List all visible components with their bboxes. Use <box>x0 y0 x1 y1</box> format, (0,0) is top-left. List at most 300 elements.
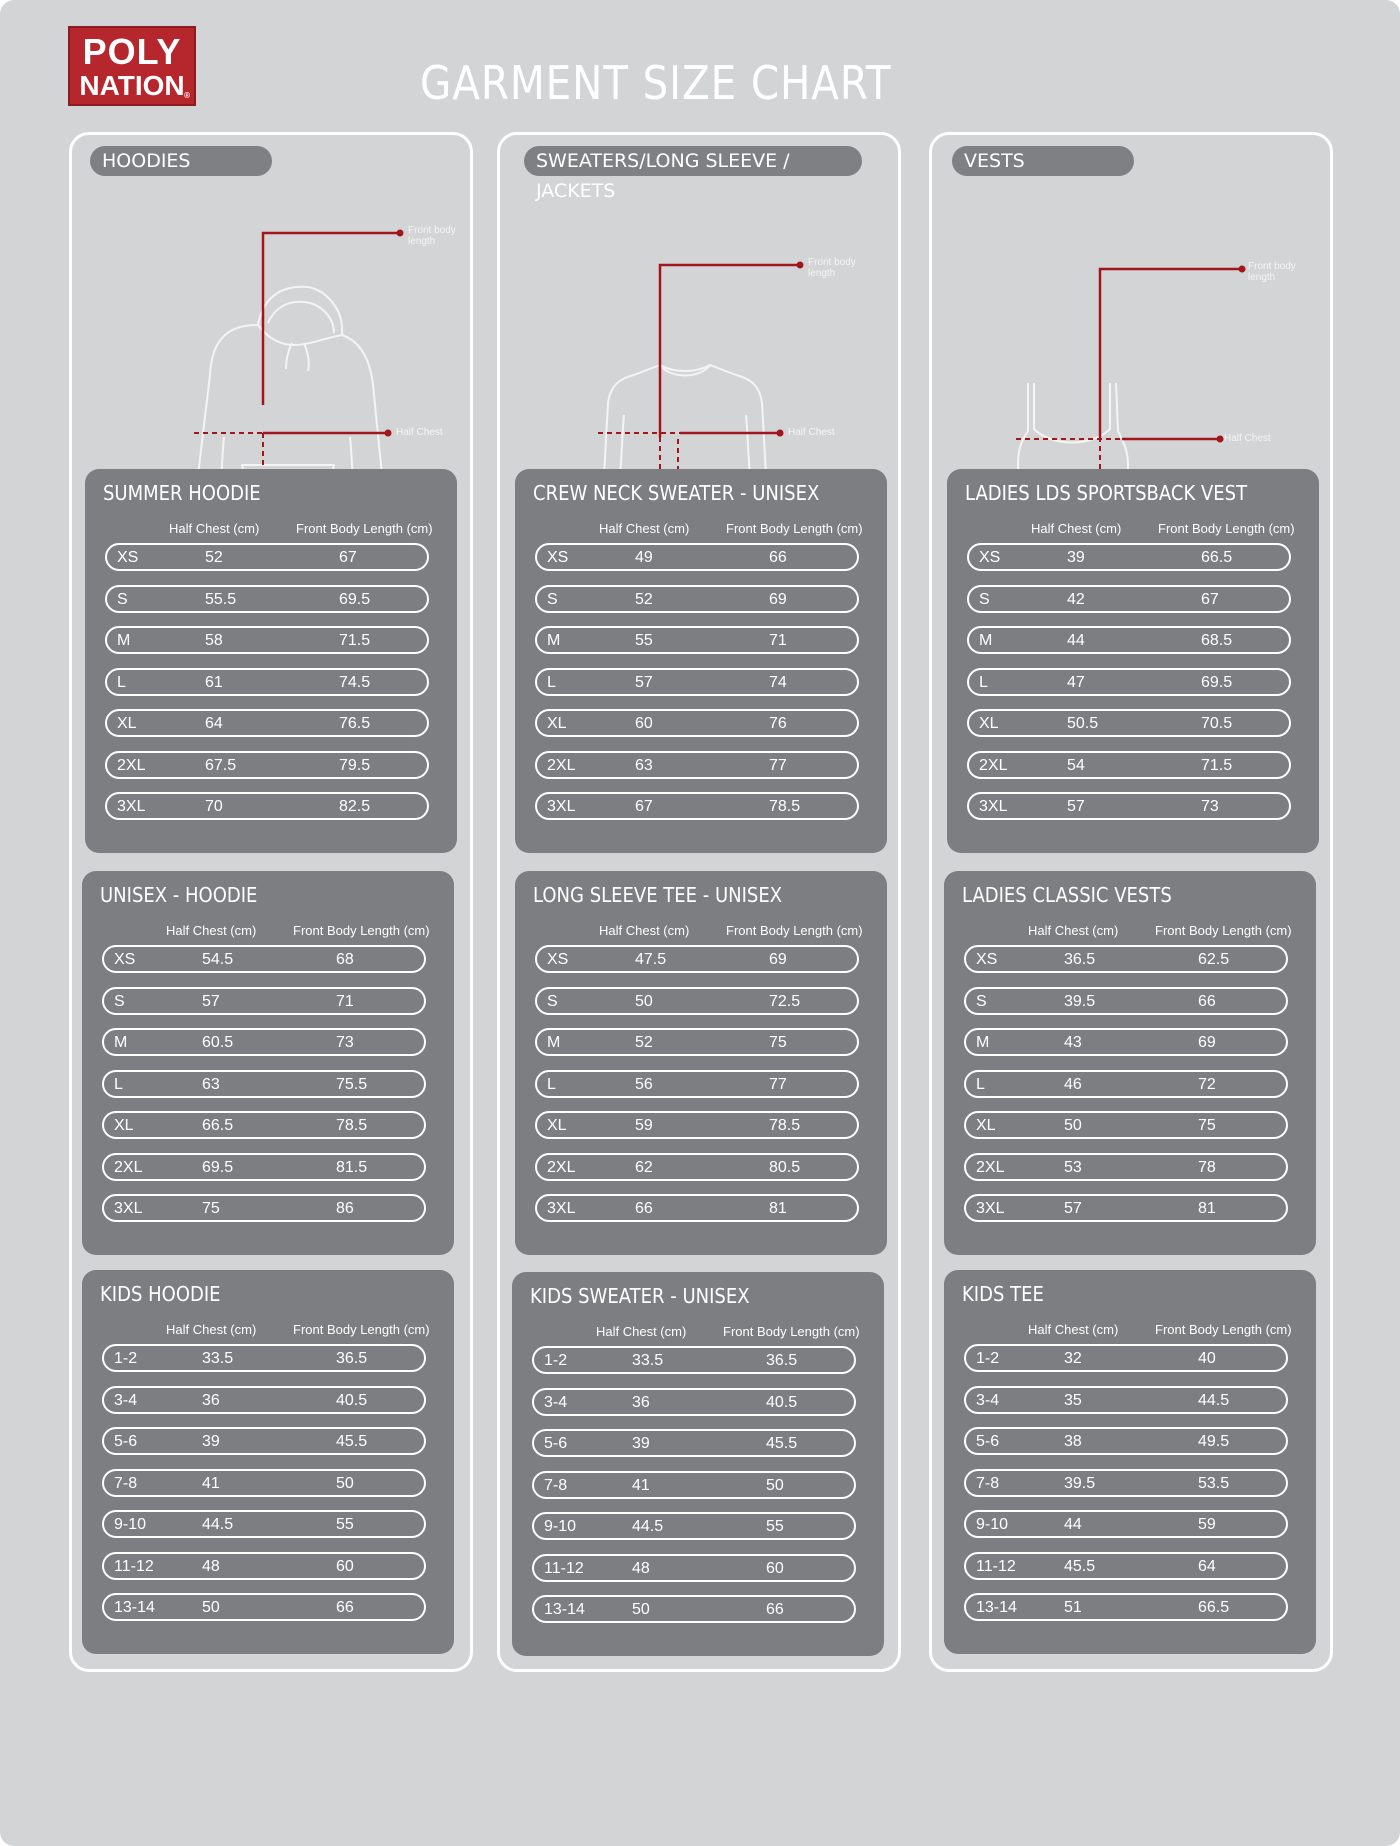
half-chest-cell: 44 <box>1064 1516 1082 1533</box>
size-cell: 5-6 <box>544 1435 568 1452</box>
table-row <box>532 1512 856 1540</box>
callout-half-chest: Half Chest <box>1224 433 1271 444</box>
size-table-ladies-classic-vests <box>944 871 1316 1255</box>
front-body-length-cell: 81.5 <box>336 1158 368 1176</box>
size-cell: L <box>547 673 556 691</box>
half-chest-cell: 47 <box>1067 673 1085 691</box>
size-table-kids-sweater <box>512 1272 884 1656</box>
size-cell: 3XL <box>114 1200 143 1217</box>
half-chest-cell: 44.5 <box>632 1518 664 1535</box>
half-chest-cell: 49 <box>635 549 653 566</box>
table-row <box>967 585 1291 613</box>
size-cell: 2XL <box>114 1158 143 1176</box>
column-label: HOODIES <box>90 146 272 176</box>
half-chest-cell: 57 <box>635 673 653 691</box>
half-chest-cell: 33.5 <box>202 1350 234 1367</box>
size-table-long-sleeve-tee <box>515 871 887 1255</box>
front-body-length-cell: 76.5 <box>339 715 371 732</box>
column-label: VESTS <box>952 146 1134 176</box>
front-body-length-cell: 55 <box>766 1518 784 1535</box>
half-chest-cell: 52 <box>635 590 653 608</box>
half-chest-cell: 55.5 <box>205 590 237 608</box>
table-rows <box>105 543 429 834</box>
table-row <box>964 945 1288 973</box>
table-row <box>535 543 859 571</box>
table-row <box>964 1386 1288 1414</box>
front-body-length-cell: 50 <box>336 1474 354 1492</box>
size-cell: 2XL <box>117 756 146 774</box>
table-row <box>964 1111 1288 1139</box>
size-cell: S <box>117 590 128 608</box>
column-hoodies <box>69 132 473 1672</box>
table-row <box>964 1194 1288 1222</box>
header-front-body-length: Front Body Length (cm) <box>723 1324 860 1339</box>
size-cell: M <box>547 1034 561 1051</box>
half-chest-cell: 48 <box>632 1559 650 1577</box>
callout-front-body-length: Front body length <box>1248 261 1296 283</box>
table-row <box>535 987 859 1015</box>
front-body-length-cell: 70.5 <box>1201 715 1233 732</box>
header-front-body-length: Front Body Length (cm) <box>1158 521 1295 536</box>
table-row <box>532 1346 856 1374</box>
table-title: KIDS SWEATER - UNISEX <box>530 1284 750 1308</box>
front-body-length-cell: 62.5 <box>1198 951 1230 968</box>
size-cell: 3-4 <box>114 1391 138 1409</box>
front-body-length-cell: 59 <box>1198 1516 1216 1533</box>
half-chest-cell: 47.5 <box>635 951 667 968</box>
size-cell: 11-12 <box>114 1557 154 1575</box>
table-row <box>102 987 426 1015</box>
front-body-length-cell: 66 <box>769 549 787 566</box>
table-row <box>102 1469 426 1497</box>
size-cell: 1-2 <box>976 1350 1000 1367</box>
half-chest-cell: 46 <box>1064 1075 1082 1093</box>
half-chest-cell: 57 <box>202 992 220 1010</box>
front-body-length-cell: 72.5 <box>769 992 801 1010</box>
half-chest-cell: 70 <box>205 798 223 815</box>
table-title: KIDS HOODIE <box>100 1282 221 1306</box>
table-row <box>967 543 1291 571</box>
brand-line-2: NATION <box>79 70 185 101</box>
size-cell: 5-6 <box>976 1433 1000 1450</box>
front-body-length-cell: 73 <box>336 1034 354 1051</box>
table-row <box>535 792 859 820</box>
half-chest-cell: 39.5 <box>1064 992 1096 1010</box>
size-cell: XL <box>117 715 137 732</box>
front-body-length-cell: 78.5 <box>769 1117 801 1134</box>
callout-half-chest: Half Chest <box>788 427 835 438</box>
header-front-body-length: Front Body Length (cm) <box>296 521 433 536</box>
table-row <box>102 1194 426 1222</box>
size-cell: 3XL <box>547 1200 576 1217</box>
header-front-body-length: Front Body Length (cm) <box>293 923 430 938</box>
half-chest-cell: 63 <box>202 1075 220 1093</box>
half-chest-cell: 60 <box>635 715 653 732</box>
front-body-length-cell: 36.5 <box>766 1352 798 1369</box>
front-body-length-cell: 69 <box>1198 1034 1216 1051</box>
table-row <box>535 585 859 613</box>
table-rows <box>535 543 859 834</box>
table-row <box>102 1386 426 1414</box>
table-row <box>105 543 429 571</box>
size-cell: XS <box>547 951 569 968</box>
table-row <box>535 1070 859 1098</box>
half-chest-cell: 39 <box>202 1433 220 1450</box>
front-body-length-cell: 66.5 <box>1198 1599 1230 1616</box>
header-half-chest: Half Chest (cm) <box>596 1324 687 1339</box>
half-chest-cell: 44.5 <box>202 1516 234 1533</box>
column-label: SWEATERS/LONG SLEEVE / JACKETS <box>524 146 862 176</box>
table-row <box>967 668 1291 696</box>
front-body-length-cell: 72 <box>1198 1075 1216 1093</box>
size-cell: M <box>976 1034 990 1051</box>
table-row <box>105 792 429 820</box>
size-cell: 11-12 <box>976 1557 1016 1575</box>
header-front-body-length: Front Body Length (cm) <box>726 923 863 938</box>
table-row <box>105 751 429 779</box>
header-half-chest: Half Chest (cm) <box>1028 923 1119 938</box>
table-row <box>535 945 859 973</box>
table-row <box>105 585 429 613</box>
half-chest-cell: 56 <box>635 1075 653 1093</box>
table-row <box>102 1593 426 1621</box>
size-cell: S <box>976 992 987 1010</box>
half-chest-cell: 50 <box>1064 1117 1082 1134</box>
table-rows <box>102 1344 426 1635</box>
table-row <box>102 1510 426 1538</box>
front-body-length-cell: 74.5 <box>339 673 371 691</box>
size-cell: XL <box>976 1117 996 1134</box>
front-body-length-cell: 66 <box>1198 992 1216 1010</box>
half-chest-cell: 66 <box>635 1200 653 1217</box>
size-cell: 13-14 <box>976 1599 1017 1616</box>
brand-registered-mark: ® <box>184 91 190 100</box>
size-cell: M <box>117 632 131 649</box>
half-chest-cell: 36.5 <box>1064 951 1096 968</box>
front-body-length-cell: 69.5 <box>339 590 371 608</box>
size-cell: 1-2 <box>544 1352 568 1369</box>
size-cell: 2XL <box>979 756 1008 774</box>
table-row <box>535 1153 859 1181</box>
half-chest-cell: 57 <box>1067 798 1085 815</box>
front-body-length-cell: 81 <box>1198 1200 1216 1217</box>
table-row <box>964 1593 1288 1621</box>
half-chest-cell: 33.5 <box>632 1352 664 1369</box>
table-row <box>964 1552 1288 1580</box>
table-title: UNISEX - HOODIE <box>100 883 258 907</box>
front-body-length-cell: 45.5 <box>766 1435 798 1452</box>
table-rows <box>532 1346 856 1637</box>
front-body-length-cell: 71 <box>336 992 354 1010</box>
table-row <box>967 792 1291 820</box>
half-chest-cell: 38 <box>1064 1433 1082 1450</box>
front-body-length-cell: 67 <box>1201 590 1219 608</box>
table-row <box>964 1510 1288 1538</box>
size-cell: S <box>114 992 125 1010</box>
table-title: SUMMER HOODIE <box>103 481 261 505</box>
brand-logo <box>68 26 196 106</box>
front-body-length-cell: 76 <box>769 715 787 732</box>
table-row <box>102 1028 426 1056</box>
front-body-length-cell: 55 <box>336 1516 354 1533</box>
table-row <box>964 1028 1288 1056</box>
half-chest-cell: 67.5 <box>205 756 237 774</box>
front-body-length-cell: 86 <box>336 1200 354 1217</box>
half-chest-cell: 51 <box>1064 1599 1082 1616</box>
half-chest-cell: 41 <box>632 1476 650 1494</box>
table-row <box>102 1153 426 1181</box>
size-cell: L <box>114 1075 123 1093</box>
front-body-length-cell: 69 <box>769 590 787 608</box>
column-vests <box>929 132 1333 1672</box>
table-row <box>102 1070 426 1098</box>
table-rows <box>967 543 1291 834</box>
column-sweaters <box>497 132 901 1672</box>
size-cell: 13-14 <box>544 1601 585 1618</box>
half-chest-cell: 55 <box>635 632 653 649</box>
size-cell: 3-4 <box>976 1391 1000 1409</box>
table-row <box>964 1469 1288 1497</box>
size-cell: 9-10 <box>544 1518 577 1535</box>
header-half-chest: Half Chest (cm) <box>599 923 690 938</box>
front-body-length-cell: 71 <box>769 632 787 649</box>
front-body-length-cell: 77 <box>769 756 787 774</box>
size-cell: XL <box>547 1117 567 1134</box>
table-row <box>967 626 1291 654</box>
header-half-chest: Half Chest (cm) <box>166 1322 257 1337</box>
table-row <box>535 626 859 654</box>
size-cell: S <box>979 590 990 608</box>
size-cell: XL <box>114 1117 134 1134</box>
front-body-length-cell: 60 <box>766 1559 784 1577</box>
size-cell: 1-2 <box>114 1350 138 1367</box>
front-body-length-cell: 66 <box>336 1599 354 1616</box>
table-row <box>964 1070 1288 1098</box>
half-chest-cell: 44 <box>1067 632 1085 649</box>
brand-line-1: POLY <box>82 31 182 72</box>
front-body-length-cell: 80.5 <box>769 1158 801 1176</box>
table-row <box>532 1429 856 1457</box>
size-cell: 2XL <box>547 756 576 774</box>
table-title: KIDS TEE <box>962 1282 1044 1306</box>
size-cell: 7-8 <box>544 1476 568 1494</box>
front-body-length-cell: 69.5 <box>1201 673 1233 691</box>
half-chest-cell: 67 <box>635 798 653 815</box>
half-chest-cell: 52 <box>635 1034 653 1051</box>
size-cell: 3XL <box>976 1200 1005 1217</box>
header-half-chest: Half Chest (cm) <box>169 521 260 536</box>
size-cell: XL <box>979 715 999 732</box>
front-body-length-cell: 75.5 <box>336 1075 368 1093</box>
half-chest-cell: 59 <box>635 1117 653 1134</box>
half-chest-cell: 54.5 <box>202 951 234 968</box>
front-body-length-cell: 73 <box>1201 798 1219 815</box>
front-body-length-cell: 36.5 <box>336 1350 368 1367</box>
table-row <box>967 709 1291 737</box>
front-body-length-cell: 79.5 <box>339 756 371 774</box>
header-front-body-length: Front Body Length (cm) <box>1155 923 1292 938</box>
half-chest-cell: 69.5 <box>202 1158 234 1176</box>
front-body-length-cell: 50 <box>766 1476 784 1494</box>
half-chest-cell: 45.5 <box>1064 1557 1096 1575</box>
callout-front-body-length: Front body length <box>408 225 456 247</box>
table-row <box>102 1344 426 1372</box>
table-row <box>964 1344 1288 1372</box>
half-chest-cell: 50 <box>632 1601 650 1618</box>
front-body-length-cell: 68 <box>336 951 354 968</box>
size-cell: L <box>547 1075 556 1093</box>
front-body-length-cell: 49.5 <box>1198 1433 1230 1450</box>
front-body-length-cell: 67 <box>339 549 357 566</box>
half-chest-cell: 53 <box>1064 1158 1082 1176</box>
table-row <box>535 1194 859 1222</box>
table-row <box>532 1554 856 1582</box>
table-row <box>967 751 1291 779</box>
front-body-length-cell: 68.5 <box>1201 632 1233 649</box>
front-body-length-cell: 71.5 <box>339 632 371 649</box>
header-front-body-length: Front Body Length (cm) <box>726 521 863 536</box>
size-cell: L <box>976 1075 985 1093</box>
header-front-body-length: Front Body Length (cm) <box>293 1322 430 1337</box>
size-cell: 3XL <box>547 798 576 815</box>
size-cell: 2XL <box>976 1158 1005 1176</box>
table-row <box>964 987 1288 1015</box>
table-row <box>532 1388 856 1416</box>
size-cell: 3XL <box>117 798 146 815</box>
front-body-length-cell: 44.5 <box>1198 1391 1230 1409</box>
size-cell: M <box>979 632 993 649</box>
size-cell: M <box>547 632 561 649</box>
front-body-length-cell: 75 <box>769 1034 787 1051</box>
size-cell: 11-12 <box>544 1559 584 1577</box>
size-cell: XL <box>547 715 567 732</box>
size-cell: M <box>114 1034 128 1051</box>
size-cell: 3XL <box>979 798 1008 815</box>
front-body-length-cell: 78.5 <box>336 1117 368 1134</box>
table-title: CREW NECK SWEATER - UNISEX <box>533 481 820 505</box>
front-body-length-cell: 78.5 <box>769 798 801 815</box>
size-table-unisex-hoodie <box>82 871 454 1255</box>
size-cell: 7-8 <box>976 1474 1000 1492</box>
header-front-body-length: Front Body Length (cm) <box>1155 1322 1292 1337</box>
size-table-summer-hoodie <box>85 469 457 853</box>
table-rows <box>964 945 1288 1236</box>
size-cell: XS <box>114 951 136 968</box>
half-chest-cell: 66.5 <box>202 1117 234 1134</box>
front-body-length-cell: 82.5 <box>339 798 371 815</box>
size-cell: 5-6 <box>114 1433 138 1450</box>
page-title: GARMENT SIZE CHART <box>420 56 892 110</box>
half-chest-cell: 42 <box>1067 590 1085 608</box>
size-cell: XS <box>117 549 139 566</box>
half-chest-cell: 36 <box>632 1393 650 1411</box>
half-chest-cell: 64 <box>205 715 223 732</box>
callout-half-chest: Half Chest <box>396 427 443 438</box>
half-chest-cell: 58 <box>205 632 223 649</box>
half-chest-cell: 48 <box>202 1557 220 1575</box>
front-body-length-cell: 53.5 <box>1198 1474 1230 1492</box>
table-row <box>105 626 429 654</box>
front-body-length-cell: 74 <box>769 673 787 691</box>
header-half-chest: Half Chest (cm) <box>1031 521 1122 536</box>
half-chest-cell: 54 <box>1067 756 1085 774</box>
size-cell: 2XL <box>547 1158 576 1176</box>
table-row <box>102 1427 426 1455</box>
table-row <box>964 1427 1288 1455</box>
table-row <box>102 945 426 973</box>
front-body-length-cell: 40.5 <box>336 1391 368 1409</box>
table-title: LADIES CLASSIC VESTS <box>962 883 1172 907</box>
table-row <box>532 1471 856 1499</box>
front-body-length-cell: 66 <box>766 1601 784 1618</box>
table-title: LADIES LDS SPORTSBACK VEST <box>965 481 1248 505</box>
half-chest-cell: 39 <box>632 1435 650 1452</box>
half-chest-cell: 50 <box>635 992 653 1010</box>
table-row <box>535 1111 859 1139</box>
size-cell: 9-10 <box>976 1516 1009 1533</box>
half-chest-cell: 36 <box>202 1391 220 1409</box>
size-cell: S <box>547 590 558 608</box>
header-half-chest: Half Chest (cm) <box>166 923 257 938</box>
table-row <box>535 1028 859 1056</box>
size-table-kids-hoodie <box>82 1270 454 1654</box>
front-body-length-cell: 60 <box>336 1557 354 1575</box>
half-chest-cell: 50 <box>202 1599 220 1616</box>
table-row <box>105 709 429 737</box>
half-chest-cell: 60.5 <box>202 1034 234 1051</box>
table-row <box>964 1153 1288 1181</box>
front-body-length-cell: 45.5 <box>336 1433 368 1450</box>
callout-front-body-length: Front body length <box>808 257 856 279</box>
table-rows <box>102 945 426 1236</box>
half-chest-cell: 41 <box>202 1474 220 1492</box>
front-body-length-cell: 81 <box>769 1200 787 1217</box>
front-body-length-cell: 66.5 <box>1201 549 1233 566</box>
table-row <box>102 1552 426 1580</box>
half-chest-cell: 35 <box>1064 1391 1082 1409</box>
table-rows <box>964 1344 1288 1635</box>
size-cell: XS <box>547 549 569 566</box>
size-cell: XS <box>979 549 1001 566</box>
half-chest-cell: 39 <box>1067 549 1085 566</box>
half-chest-cell: 39.5 <box>1064 1474 1096 1492</box>
half-chest-cell: 32 <box>1064 1350 1082 1367</box>
table-row <box>535 709 859 737</box>
half-chest-cell: 57 <box>1064 1200 1082 1217</box>
front-body-length-cell: 69 <box>769 951 787 968</box>
size-cell: S <box>547 992 558 1010</box>
size-cell: L <box>117 673 126 691</box>
header-half-chest: Half Chest (cm) <box>599 521 690 536</box>
half-chest-cell: 52 <box>205 549 223 566</box>
table-row <box>535 668 859 696</box>
size-table-ladies-sportsback-vest <box>947 469 1319 853</box>
size-table-kids-tee <box>944 1270 1316 1654</box>
front-body-length-cell: 77 <box>769 1075 787 1093</box>
size-cell: 3-4 <box>544 1393 568 1411</box>
header-half-chest: Half Chest (cm) <box>1028 1322 1119 1337</box>
table-row <box>105 668 429 696</box>
half-chest-cell: 75 <box>202 1200 220 1217</box>
size-cell: XS <box>976 951 998 968</box>
front-body-length-cell: 71.5 <box>1201 756 1233 774</box>
half-chest-cell: 61 <box>205 673 223 691</box>
size-cell: L <box>979 673 988 691</box>
table-row <box>102 1111 426 1139</box>
table-title: LONG SLEEVE TEE - UNISEX <box>533 883 783 907</box>
table-rows <box>535 945 859 1236</box>
half-chest-cell: 50.5 <box>1067 715 1099 732</box>
